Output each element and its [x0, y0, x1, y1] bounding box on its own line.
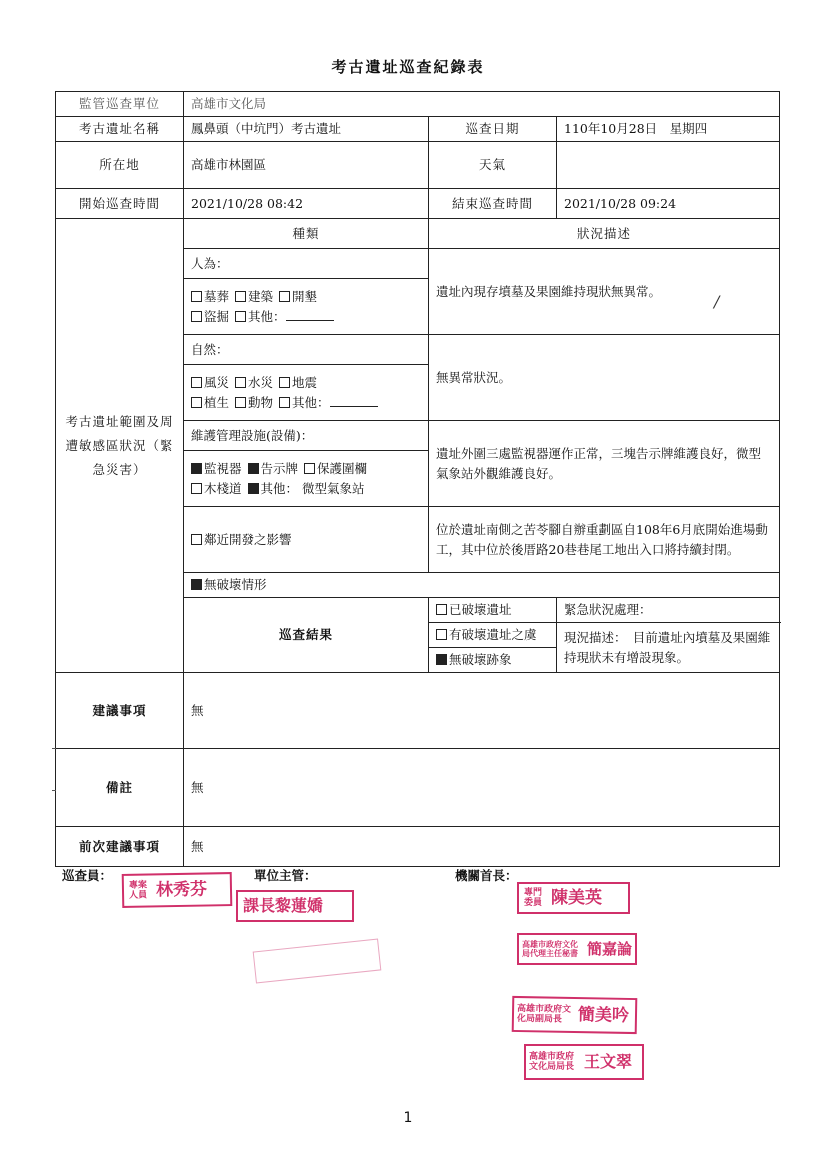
- checkbox: [279, 377, 290, 388]
- facility-other-value: 微型氣象站: [302, 480, 365, 496]
- checkbox: [191, 311, 202, 322]
- option-natural-other: 其他：: [279, 395, 378, 410]
- option-boardwalk: 木棧道: [191, 481, 242, 496]
- location-label: 所在地: [56, 142, 184, 189]
- form-title: 考古遺址巡查紀錄表: [331, 58, 485, 76]
- result-option-risk: 有破壞遺址之虞: [429, 623, 557, 648]
- start-time-label: 開始巡查時間: [56, 189, 184, 219]
- head-stamp-specialist: 專門委員 陳美英: [517, 882, 630, 914]
- checkbox-checked: [436, 654, 447, 665]
- inspection-record-table: [55, 91, 780, 867]
- option-signboard: 告示牌: [248, 461, 299, 476]
- inspector-label: 巡查員：: [62, 868, 113, 883]
- option-vegetation: 植生: [191, 395, 229, 410]
- facility-description: 遺址外圍三處監視器運作正常，三塊告示牌維護良好，微型氣象站外觀維護良好。: [429, 421, 780, 507]
- page-number: 1: [403, 1110, 413, 1126]
- supervisor-label: 單位主管：: [254, 868, 317, 883]
- head-stamp-deputy: 高雄市政府文化局副局長 簡美吟: [512, 996, 638, 1034]
- checkbox: [436, 629, 447, 640]
- current-status: 現況描述： 目前遺址內墳墓及果園維持現狀未有增設現象。: [557, 623, 780, 673]
- weather-value: [557, 142, 780, 189]
- supervisor-stamp: 課長黎蓮嬌: [236, 890, 354, 922]
- checkbox: [235, 377, 246, 388]
- checkbox: [436, 604, 447, 615]
- option-facility-other: 其他： 微型氣象站: [248, 481, 365, 496]
- development-description: 位於遺址南側之苦苓腳自辦重劃區自108年6月底開始進場動工，其中位於後厝路20巷巷尾工地出入口將持續封閉。: [429, 507, 780, 573]
- human-label: 人為：: [184, 249, 429, 279]
- location-value: 高雄市林園區: [184, 142, 429, 189]
- end-time-label: 結束巡查時間: [429, 189, 557, 219]
- description-header: 狀況描述: [429, 219, 780, 249]
- previous-suggestion-value: 無: [184, 827, 780, 867]
- checkbox: [191, 534, 202, 545]
- option-burial: 墓葬: [191, 289, 229, 304]
- pencil-mark: /: [714, 292, 720, 311]
- blank-line: [286, 308, 334, 321]
- result-option-none: 無破壞跡象: [429, 648, 557, 673]
- no-damage-option: 無破壞情形: [184, 573, 780, 598]
- site-name-label: 考古遺址名稱: [56, 117, 184, 142]
- facility-options: [184, 451, 429, 507]
- start-time-value: 2021/10/28 08:42: [184, 189, 429, 219]
- checkbox: [191, 291, 202, 302]
- margin-mark: [52, 748, 56, 749]
- result-label: 巡查結果: [184, 598, 429, 673]
- checkbox: [191, 377, 202, 388]
- margin-mark: [52, 790, 56, 791]
- previous-suggestion-label: 前次建議事項: [56, 827, 184, 867]
- unit-label: 監管巡查單位: [56, 92, 184, 117]
- checkbox-checked: [191, 579, 202, 590]
- option-looting: 盜掘: [191, 309, 229, 324]
- checkbox: [304, 463, 315, 474]
- faint-stamp: [253, 939, 382, 984]
- site-name-value: 鳳鼻頭（中坑門）考古遺址: [184, 117, 429, 142]
- natural-options: [184, 365, 429, 421]
- human-description: 遺址內現存墳墓及果園維持現狀無異常。: [429, 249, 780, 335]
- checkbox-checked: [248, 463, 259, 474]
- checkbox-checked: [191, 463, 202, 474]
- suggestion-label: 建議事項: [56, 673, 184, 749]
- end-time-value: 2021/10/28 09:24: [557, 189, 780, 219]
- natural-label: 自然：: [184, 335, 429, 365]
- unit-value: 高雄市文化局: [184, 92, 780, 117]
- remark-label: 備註: [56, 749, 184, 827]
- option-cultivation: 開墾: [279, 289, 317, 304]
- option-fence: 保護圍欄: [304, 461, 367, 476]
- remark-value: 無: [184, 749, 780, 827]
- inspector-stamp: 專案人員 林秀芬: [122, 872, 233, 908]
- condition-section-label: 考古遺址範圍及周遭敏感區狀況（緊急災害）: [56, 219, 184, 673]
- facility-label: 維護管理設施(設備)：: [184, 421, 429, 451]
- checkbox: [235, 291, 246, 302]
- checkbox: [235, 397, 246, 408]
- head-stamp-director: 高雄市政府文化局局長 王文翠: [524, 1044, 644, 1080]
- suggestion-value: 無: [184, 673, 780, 749]
- option-flood: 水災: [235, 375, 273, 390]
- type-header: 種類: [184, 219, 429, 249]
- natural-description: 無異常狀況。: [429, 335, 780, 421]
- checkbox: [279, 397, 290, 408]
- date-value: 110年10月28日 星期四: [557, 117, 780, 142]
- option-animal: 動物: [235, 395, 273, 410]
- checkbox: [191, 397, 202, 408]
- checkbox-checked: [248, 483, 259, 494]
- blank-line: [330, 394, 378, 407]
- emergency-handling: 緊急狀況處理：: [557, 598, 780, 623]
- option-cctv: 監視器: [191, 461, 242, 476]
- human-options: [184, 279, 429, 335]
- option-earthquake: 地震: [279, 375, 317, 390]
- development-option: 鄰近開發之影響: [184, 507, 429, 573]
- checkbox: [191, 483, 202, 494]
- result-option-destroyed: 已破壞遺址: [429, 598, 557, 623]
- checkbox: [235, 311, 246, 322]
- head-stamp-secretary: 高雄市政府文化局代理主任秘書 簡嘉論: [517, 933, 637, 965]
- option-typhoon: 風災: [191, 375, 229, 390]
- option-building: 建築: [235, 289, 273, 304]
- head-label: 機關首長：: [455, 868, 518, 883]
- date-label: 巡查日期: [429, 117, 557, 142]
- option-human-other: 其他：: [235, 309, 334, 324]
- checkbox: [279, 291, 290, 302]
- weather-label: 天氣: [429, 142, 557, 189]
